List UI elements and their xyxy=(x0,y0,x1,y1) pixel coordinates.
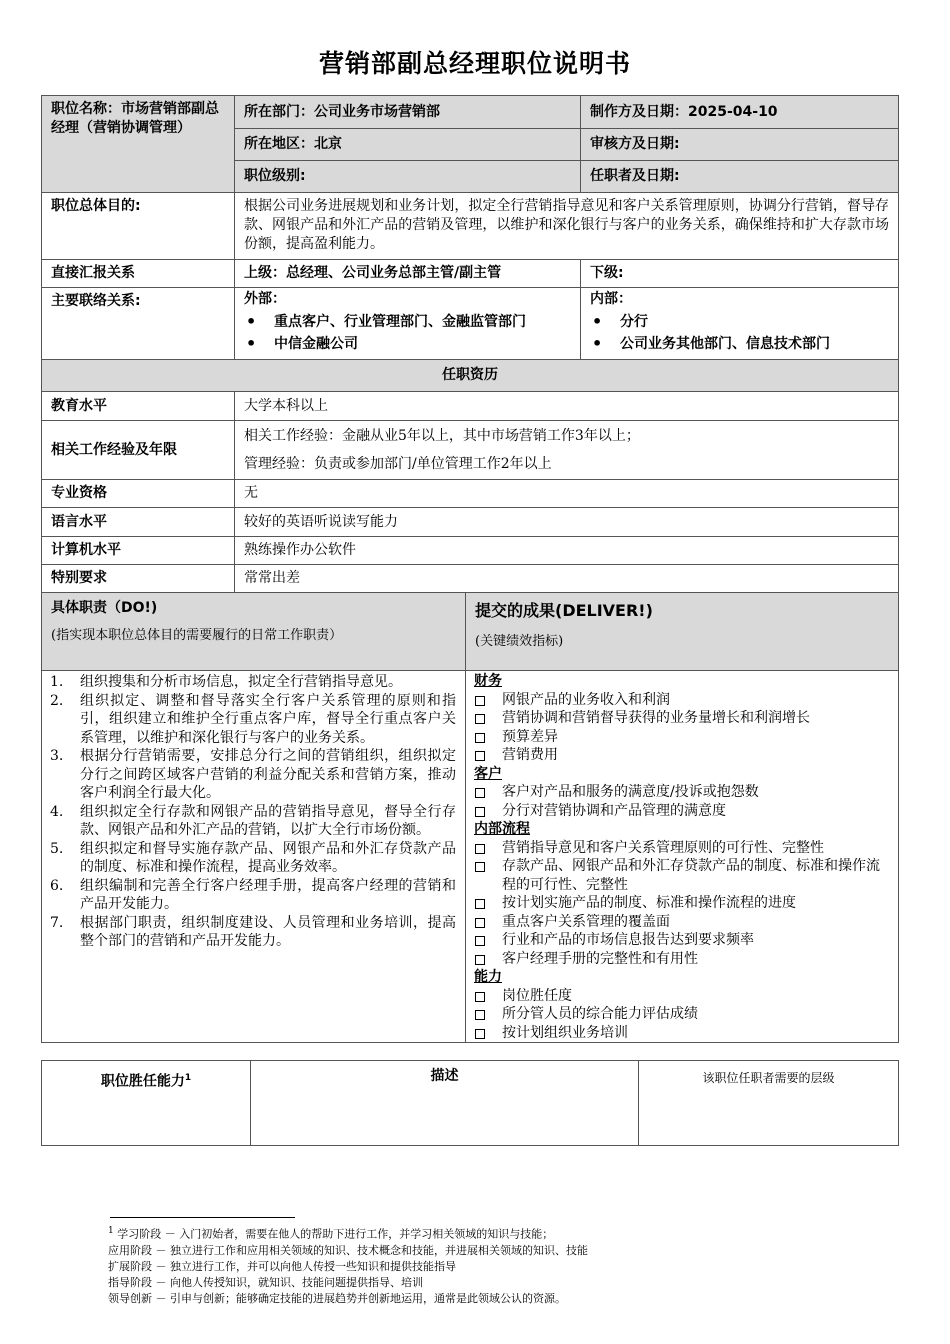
checkbox-icon xyxy=(475,788,485,798)
list-item: 预算差异 xyxy=(474,728,890,747)
checkbox-icon xyxy=(475,899,485,909)
list-item: 3. 根据分行营销需要，安排总分行之间的营销组织，组织拟定分行之间跨区域客户营销的利益分配关系和营销方案，推动客户利润全行最大化。 xyxy=(50,748,456,801)
list-item: 客户对产品和服务的满意度/投诉或抱怨数 xyxy=(474,783,890,802)
list-item: 存款产品、网银产品和外汇存贷款产品的制度、标准和操作流程的可行性、完整性 xyxy=(474,857,890,894)
list-item: 7. 根据部门职责，组织制度建设、人员管理和业务培训，提高整个部门的营销和产品开发能力。 xyxy=(50,914,456,949)
experience-value xyxy=(235,421,899,480)
checkbox-icon xyxy=(475,751,485,761)
list-item: 4. 组织拟定全行存款和网银产品的营销指导意见，督导全行存款、网银产品和外汇产品的营销，以扩大全行市场份额。 xyxy=(50,803,456,838)
list-item: 6. 组织编制和完善全行客户经理手册，提高客户经理的营销和产品开发能力。 xyxy=(50,877,456,912)
footnote-line: 领导创新 － 引申与创新；能够确定技能的进展趋势并创新地运用，通常是此领域公认的资源。 xyxy=(108,1291,566,1305)
language-value: 较好的英语听说读写能力 xyxy=(235,508,899,537)
special-label: 特别要求 xyxy=(42,565,235,593)
duties-title: 具体职责（DO!) xyxy=(51,600,158,616)
qualifications-title: 任职资历 xyxy=(42,360,899,392)
contacts-external xyxy=(235,288,581,360)
contacts-internal-title: 内部： xyxy=(590,291,632,307)
checkbox-icon xyxy=(475,936,485,946)
deliverables-title: 提交的成果(DELIVER!) xyxy=(475,601,653,620)
checkbox-icon xyxy=(475,1029,485,1039)
professional-label: 专业资格 xyxy=(42,480,235,508)
checkbox-icon xyxy=(475,992,485,1002)
competency-level: 该职位任职者需要的层级 xyxy=(639,1061,899,1146)
list-item: 分行对营销协调和产品管理的满意度 xyxy=(474,802,890,821)
list-item: 客户经理手册的完整性和有用性 xyxy=(474,950,890,969)
checkbox-icon xyxy=(475,1010,485,1020)
footnote-line: $^1$ 学习阶段 － 入门初始者，需要在他人的帮助下进行工作，并学习相关领域的知识与技能； xyxy=(108,1226,554,1241)
list-item: 营销费用 xyxy=(474,746,890,765)
footnote-line: 扩展阶段 － 独立进行工作，并可以向他人传授一些知识和提供技能指导 xyxy=(108,1259,456,1273)
list-item: 2. 组织拟定、调整和督导落实全行客户关系管理的原则和指引，组织建立和维护全行重点客户库，督导全行重点客户关系管理，以维护和深化银行与客户的业务关系。 xyxy=(50,692,456,746)
reporting-label: 直接汇报关系 xyxy=(42,260,235,288)
checkbox-icon xyxy=(475,918,485,928)
duties-header xyxy=(42,593,466,671)
reporting-subordinate: 下级: xyxy=(581,260,899,288)
checkbox-icon xyxy=(475,862,485,872)
experience-label: 相关工作经验及年限 xyxy=(42,421,235,480)
education-label: 教育水平 xyxy=(42,392,235,421)
duties-list-cell xyxy=(42,671,466,1043)
position-level: 职位级别: xyxy=(235,161,581,193)
deliverables-header xyxy=(466,593,899,671)
prepared-by: 制作方及日期：2025-04-10 xyxy=(581,96,899,129)
experience-line-2: 管理经验：负责或参加部门/单位管理工作2年以上 xyxy=(244,456,552,472)
ability-title: 能力 xyxy=(474,969,502,985)
contacts-internal xyxy=(581,288,899,360)
location: 所在地区：北京 xyxy=(235,129,581,161)
checkbox-icon xyxy=(475,733,485,743)
list-item: 行业和产品的市场信息报告达到要求频率 xyxy=(474,931,890,950)
list-item: 营销指导意见和客户关系管理原则的可行性、完整性 xyxy=(474,839,890,858)
list-item: • 中信金融公司 xyxy=(244,333,571,355)
customer-title: 客户 xyxy=(474,765,502,782)
list-item: 岗位胜任度 xyxy=(474,987,890,1006)
footnote-divider xyxy=(110,1217,295,1218)
reporting-superior: 上级：总经理、公司业务总部主管/副主管 xyxy=(235,260,581,288)
list-item: 网银产品的业务收入和利润 xyxy=(474,691,890,710)
competency-label: 职位胜任能力$^1$ xyxy=(42,1061,251,1146)
purpose-label: 职位总体目的: xyxy=(42,193,235,260)
checkbox-icon xyxy=(475,955,485,965)
department: 所在部门：公司业务市场营销部 xyxy=(235,96,581,129)
computer-value: 熟练操作办公软件 xyxy=(235,537,899,565)
list-item: 所分管人员的综合能力评估成绩 xyxy=(474,1005,890,1024)
reviewed-by: 审核方及日期: xyxy=(581,129,899,161)
footnote-line: 应用阶段 － 独立进行工作和应用相关领域的知识、技术概念和技能，并进展相关领域的知识、技能 xyxy=(108,1243,588,1257)
checkbox-icon xyxy=(475,844,485,854)
footnote-line: 指导阶段 － 向他人传授知识，就知识、技能问题提供指导、培训 xyxy=(108,1275,423,1289)
duties-subtitle: (指实现本职位总体目的需要履行的日常工作职责） xyxy=(51,628,343,643)
position-name: 职位名称：市场营销部副总经理（营销协调管理） xyxy=(42,96,235,193)
special-value: 常常出差 xyxy=(235,565,899,593)
competency-description: 描述 xyxy=(251,1061,639,1146)
deliverables-list-cell xyxy=(466,671,899,1043)
job-description-table xyxy=(41,95,899,1043)
list-item: 1. 组织搜集和分析市场信息，拟定全行营销指导意见。 xyxy=(50,674,402,690)
deliverables-subtitle: (关键绩效指标) xyxy=(475,634,564,649)
process-title: 内部流程 xyxy=(474,821,530,837)
list-item: • 分行 xyxy=(590,311,889,333)
list-item: 重点客户关系管理的覆盖面 xyxy=(474,913,890,932)
checkbox-icon xyxy=(475,714,485,724)
language-label: 语言水平 xyxy=(42,508,235,537)
page-title: 营销部副总经理职位说明书 xyxy=(318,49,631,78)
duties-list xyxy=(50,673,456,951)
professional-value: 无 xyxy=(235,480,899,508)
contacts-label: 主要联络关系: xyxy=(42,288,235,360)
checkbox-icon xyxy=(475,807,485,817)
competency-table xyxy=(41,1060,899,1146)
list-item: • 公司业务其他部门、信息技术部门 xyxy=(590,333,889,355)
list-item: 按计划组织业务培训 xyxy=(474,1024,890,1043)
list-item: 按计划实施产品的制度、标准和操作流程的进度 xyxy=(474,894,890,913)
finance-title: 财务 xyxy=(474,673,502,689)
computer-label: 计算机水平 xyxy=(42,537,235,565)
list-item: 营销协调和营销督导获得的业务量增长和利润增长 xyxy=(474,709,890,728)
position-holder: 任职者及日期: xyxy=(581,161,899,193)
contacts-external-title: 外部： xyxy=(244,291,286,307)
purpose-text: 根据公司业务进展规划和业务计划，拟定全行营销指导意见和客户关系管理原则，协调分行营销，督导存款、网银产品和外汇产品的营销及管理，以维护和深化银行与客户的业务关系，确保维持和扩大存款市场份额，提高盈利能力。 xyxy=(235,193,899,260)
footnote xyxy=(108,1223,908,1307)
education-value: 大学本科以上 xyxy=(235,392,899,421)
experience-line-1: 相关工作经验：金融从业5年以上，其中市场营销工作3年以上； xyxy=(244,428,640,444)
list-item: 5. 组织拟定和督导实施存款产品、网银产品和外汇存贷款产品的制度、标准和操作流程，提高业务效率。 xyxy=(50,840,456,875)
checkbox-icon xyxy=(475,696,485,706)
list-item: • 重点客户、行业管理部门、金融监管部门 xyxy=(244,311,571,333)
